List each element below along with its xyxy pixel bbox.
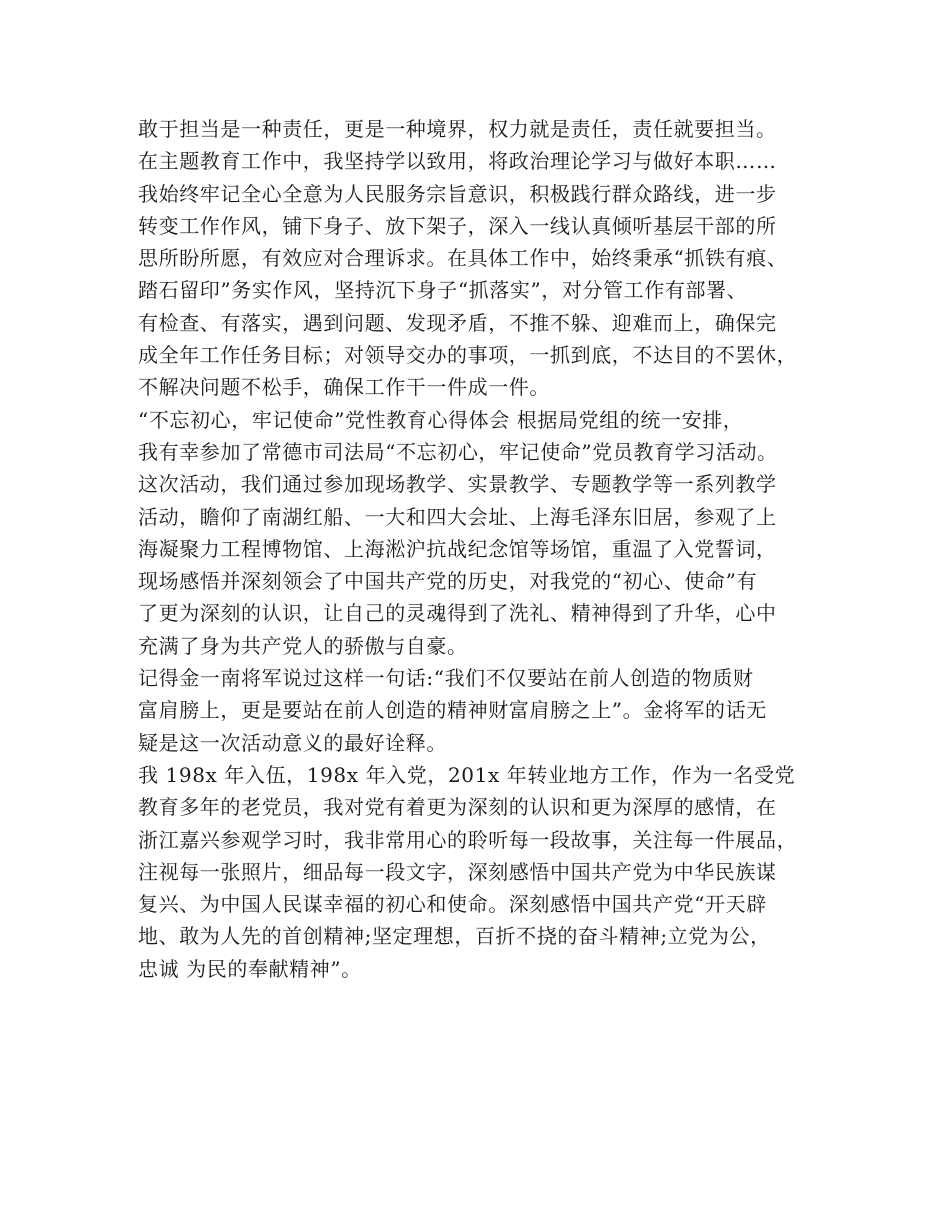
text-line: 地、敢为人先的首创精神;坚定理想，百折不挠的奋斗精神;立党为公， <box>138 924 771 949</box>
text-line: 踏石留印”务实作风，坚持沉下身子“抓落实”，对分管工作有部署、 <box>138 278 748 303</box>
text-line: 思所盼所愿，有效应对合理诉求。在具体工作中，始终秉承“抓铁有痕、 <box>138 246 788 271</box>
text-line: 富肩膀上，更是要站在前人创造的精神财富肩膀之上”。金将军的话无 <box>138 698 767 723</box>
text-line: 我有幸参加了常德市司法局“不忘初心，牢记使命”党员教育学习活动。 <box>138 439 778 464</box>
text-line: 海凝聚力工程博物馆、上海淞沪抗战纪念馆等场馆，重温了入党誓词， <box>138 536 777 561</box>
text-line: 忠诚 为民的奉献精神”。 <box>138 956 362 981</box>
text-line: 教育多年的老党员，我对党有着更为深刻的认识和更为深厚的感情，在 <box>138 795 777 820</box>
text-line: “不忘初心，牢记使命”党性教育心得体会 根据局党组的统一安排， <box>138 407 744 432</box>
text-line: 活动，瞻仰了南湖红船、一大和四大会址、上海毛泽东旧居，参观了上 <box>138 504 777 529</box>
text-line: 疑是这一次活动意义的最好诠释。 <box>138 730 447 755</box>
text-line: 浙江嘉兴参观学习时，我非常用心的聆听每一段故事，关注每一件展品， <box>138 827 798 852</box>
text-line: 在主题教育工作中，我坚持学以致用，将政治理论学习与做好本职…… <box>138 149 777 174</box>
text-line: 充满了身为共产党人的骄傲与自豪。 <box>138 633 468 658</box>
text-line: 我 198x 年入伍，198x 年入党，201x 年转业地方工作，作为一名受党 <box>138 762 796 787</box>
document-body <box>138 113 828 985</box>
text-line: 我始终牢记全心全意为人民服务宗旨意识，积极践行群众路线，进一步 <box>138 181 777 206</box>
text-line: 了更为深刻的认识，让自己的灵魂得到了洗礼、精神得到了升华，心中 <box>138 601 777 626</box>
text-line: 复兴、为中国人民谋幸福的初心和使命。深刻感悟中国共产党“开天辟 <box>138 892 767 917</box>
text-line: 成全年工作任务目标；对领导交办的事项，一抓到底，不达目的不罢休， <box>138 343 798 368</box>
text-line: 这次活动，我们通过参加现场教学、实景教学、专题教学等一系列教学 <box>138 472 777 497</box>
text-line: 现场感悟并深刻领会了中国共产党的历史，对我党的“初心、使命”有 <box>138 569 758 594</box>
text-line: 记得金一南将军说过这样一句话:“我们不仅要站在前人创造的物质财 <box>138 666 754 691</box>
text-line: 敢于担当是一种责任，更是一种境界，权力就是责任，责任就要担当。 <box>138 117 777 141</box>
text-line: 注视每一张照片，细品每一段文字，深刻感悟中国共产党为中华民族谋 <box>138 859 777 884</box>
text-line: 不解决问题不松手，确保工作干一件成一件。 <box>138 375 550 400</box>
text-line: 有检查、有落实，遇到问题、发现矛盾，不推不躲、迎难而上，确保完 <box>138 310 777 335</box>
text-line: 转变工作作风，铺下身子、放下架子，深入一线认真倾听基层干部的所 <box>138 213 777 238</box>
